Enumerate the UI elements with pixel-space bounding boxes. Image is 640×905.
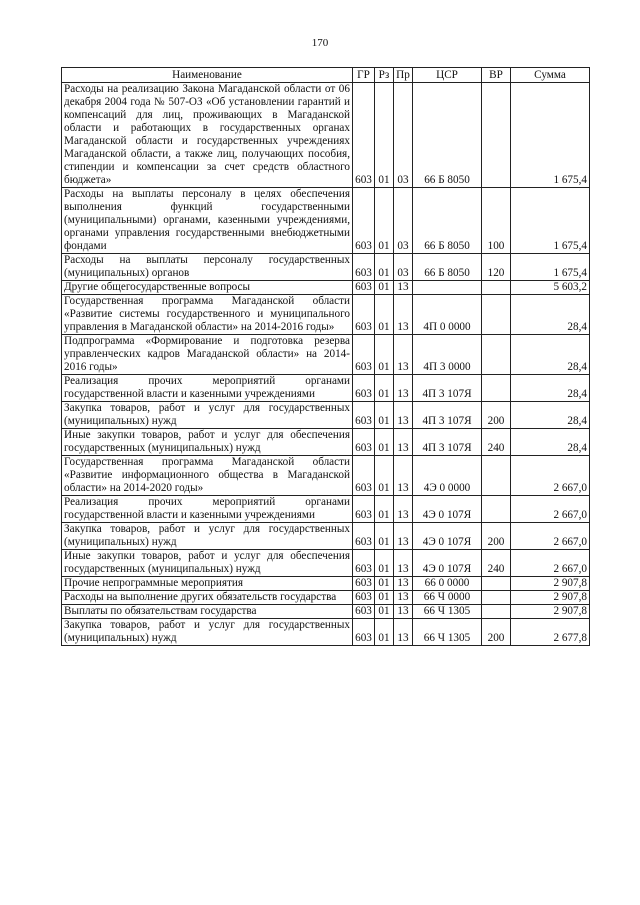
cell-sum: 28,4 <box>511 429 590 456</box>
cell-pr: 13 <box>394 456 413 496</box>
table-row <box>62 281 590 295</box>
cell-pr: 13 <box>394 523 413 550</box>
cell-name: Другие общегосударственные вопросы <box>62 281 353 295</box>
cell-gr: 603 <box>353 295 375 335</box>
cell-gr: 603 <box>353 188 375 254</box>
cell-vr: 200 <box>482 402 511 429</box>
cell-rz: 01 <box>375 550 394 577</box>
cell-csr: 4Э 0 107Я <box>413 523 482 550</box>
table-row <box>62 83 590 188</box>
cell-gr: 603 <box>353 577 375 591</box>
cell-rz: 01 <box>375 335 394 375</box>
table-body <box>62 83 590 646</box>
cell-sum: 2 667,0 <box>511 496 590 523</box>
cell-csr: 66 Ч 1305 <box>413 619 482 646</box>
cell-name: Выплаты по обязательствам государства <box>62 605 353 619</box>
cell-csr: 66 Ч 0000 <box>413 591 482 605</box>
cell-csr: 4П 3 0000 <box>413 335 482 375</box>
cell-vr <box>482 496 511 523</box>
cell-csr: 4П 0 0000 <box>413 295 482 335</box>
cell-sum: 2 907,8 <box>511 577 590 591</box>
cell-csr: 4П 3 107Я <box>413 429 482 456</box>
cell-gr: 603 <box>353 402 375 429</box>
cell-rz: 01 <box>375 496 394 523</box>
cell-rz: 01 <box>375 429 394 456</box>
cell-rz: 01 <box>375 254 394 281</box>
cell-gr: 603 <box>353 591 375 605</box>
cell-vr <box>482 281 511 295</box>
page-number: 170 <box>311 37 329 49</box>
cell-gr: 603 <box>353 375 375 402</box>
cell-csr: 66 0 0000 <box>413 577 482 591</box>
cell-csr <box>413 281 482 295</box>
cell-pr: 03 <box>394 83 413 188</box>
cell-gr: 603 <box>353 523 375 550</box>
header-vr: ВР <box>482 68 511 83</box>
cell-sum: 1 675,4 <box>511 83 590 188</box>
cell-pr: 13 <box>394 375 413 402</box>
cell-csr: 4П 3 107Я <box>413 375 482 402</box>
cell-vr: 200 <box>482 523 511 550</box>
cell-gr: 603 <box>353 254 375 281</box>
cell-vr: 100 <box>482 188 511 254</box>
cell-name: Прочие непрограммные мероприятия <box>62 577 353 591</box>
cell-pr: 13 <box>394 496 413 523</box>
cell-vr <box>482 335 511 375</box>
cell-name: Государственная программа Магаданской области «Развитие системы государственного и муниципального управления в Магаданской области» на 2014-2016 годы» <box>62 295 353 335</box>
cell-pr: 13 <box>394 402 413 429</box>
table-row <box>62 619 590 646</box>
cell-vr: 200 <box>482 619 511 646</box>
cell-pr: 13 <box>394 295 413 335</box>
table-row <box>62 402 590 429</box>
cell-pr: 13 <box>394 591 413 605</box>
cell-pr: 03 <box>394 188 413 254</box>
header-sum: Сумма <box>511 68 590 83</box>
cell-name: Расходы на выполнение других обязательств государства <box>62 591 353 605</box>
cell-rz: 01 <box>375 83 394 188</box>
table-row <box>62 591 590 605</box>
cell-vr <box>482 591 511 605</box>
table-row <box>62 254 590 281</box>
cell-gr: 603 <box>353 619 375 646</box>
cell-name: Подпрограмма «Формирование и подготовка резерва управленческих кадров Магаданской области» на 2014-2016 годы» <box>62 335 353 375</box>
cell-gr: 603 <box>353 605 375 619</box>
cell-csr: 4Э 0 107Я <box>413 496 482 523</box>
cell-pr: 13 <box>394 281 413 295</box>
cell-gr: 603 <box>353 550 375 577</box>
table-row <box>62 295 590 335</box>
cell-gr: 603 <box>353 83 375 188</box>
cell-gr: 603 <box>353 496 375 523</box>
cell-name: Расходы на выплаты персоналу в целях обеспечения выполнения функций государственными (муниципальными) органами, казенными учреждениями, органами управления государственными внебюджетными фондами <box>62 188 353 254</box>
table-row <box>62 496 590 523</box>
cell-rz: 01 <box>375 619 394 646</box>
cell-vr: 120 <box>482 254 511 281</box>
cell-vr <box>482 456 511 496</box>
cell-name: Реализация прочих мероприятий органами государственной власти и казенными учреждениями <box>62 375 353 402</box>
cell-name: Закупка товаров, работ и услуг для государственных (муниципальных) нужд <box>62 523 353 550</box>
cell-name: Закупка товаров, работ и услуг для государственных (муниципальных) нужд <box>62 402 353 429</box>
cell-gr: 603 <box>353 429 375 456</box>
cell-rz: 01 <box>375 523 394 550</box>
header-name: Наименование <box>62 68 353 83</box>
cell-csr: 66 Ч 1305 <box>413 605 482 619</box>
table-row <box>62 429 590 456</box>
cell-csr: 66 Б 8050 <box>413 188 482 254</box>
cell-sum: 1 675,4 <box>511 254 590 281</box>
cell-rz: 01 <box>375 295 394 335</box>
cell-vr <box>482 295 511 335</box>
cell-rz: 01 <box>375 577 394 591</box>
cell-sum: 28,4 <box>511 295 590 335</box>
cell-sum: 2 907,8 <box>511 605 590 619</box>
cell-pr: 13 <box>394 335 413 375</box>
cell-name: Государственная программа Магаданской области «Развитие информационного общества в Магаданской области» на 2014-2020 годы» <box>62 456 353 496</box>
cell-name: Расходы на реализацию Закона Магаданской области от 06 декабря 2004 года № 507-ОЗ «Об установлении гарантий и компенсаций для лиц, проживающих в Магаданской области и работающих в государственных органах Магаданской области и государственных учреждениях Магаданской области, а также лиц, получающих пособия, стипендии и компенсации за счет средств областного бюджета» <box>62 83 353 188</box>
header-pr: Пр <box>394 68 413 83</box>
cell-rz: 01 <box>375 591 394 605</box>
cell-sum: 1 675,4 <box>511 188 590 254</box>
cell-pr: 13 <box>394 550 413 577</box>
cell-sum: 2 907,8 <box>511 591 590 605</box>
cell-rz: 01 <box>375 402 394 429</box>
table-row <box>62 456 590 496</box>
header-rz: Рз <box>375 68 394 83</box>
cell-gr: 603 <box>353 335 375 375</box>
cell-sum: 28,4 <box>511 402 590 429</box>
cell-pr: 13 <box>394 619 413 646</box>
table-row <box>62 335 590 375</box>
budget-table <box>61 67 590 646</box>
table-row <box>62 577 590 591</box>
cell-sum: 28,4 <box>511 335 590 375</box>
table-row <box>62 375 590 402</box>
cell-rz: 01 <box>375 605 394 619</box>
table-row <box>62 605 590 619</box>
cell-vr: 240 <box>482 550 511 577</box>
cell-csr: 4Э 0 0000 <box>413 456 482 496</box>
cell-vr <box>482 605 511 619</box>
cell-pr: 03 <box>394 254 413 281</box>
table-row <box>62 188 590 254</box>
cell-csr: 66 Б 8050 <box>413 254 482 281</box>
cell-rz: 01 <box>375 281 394 295</box>
table-row <box>62 550 590 577</box>
header-gr: ГР <box>353 68 375 83</box>
cell-rz: 01 <box>375 188 394 254</box>
cell-sum: 2 667,0 <box>511 550 590 577</box>
cell-pr: 13 <box>394 577 413 591</box>
cell-sum: 2 667,0 <box>511 456 590 496</box>
cell-gr: 603 <box>353 281 375 295</box>
cell-name: Иные закупки товаров, работ и услуг для обеспечения государственных (муниципальных) нужд <box>62 550 353 577</box>
cell-rz: 01 <box>375 375 394 402</box>
cell-vr <box>482 577 511 591</box>
cell-vr <box>482 375 511 402</box>
cell-pr: 13 <box>394 605 413 619</box>
cell-sum: 2 677,8 <box>511 619 590 646</box>
cell-pr: 13 <box>394 429 413 456</box>
header-csr: ЦСР <box>413 68 482 83</box>
cell-name: Расходы на выплаты персоналу государственных (муниципальных) органов <box>62 254 353 281</box>
cell-vr: 240 <box>482 429 511 456</box>
table-header-row <box>62 68 590 83</box>
cell-sum: 28,4 <box>511 375 590 402</box>
cell-csr: 4Э 0 107Я <box>413 550 482 577</box>
cell-gr: 603 <box>353 456 375 496</box>
cell-csr: 66 Б 8050 <box>413 83 482 188</box>
cell-name: Закупка товаров, работ и услуг для государственных (муниципальных) нужд <box>62 619 353 646</box>
table-row <box>62 523 590 550</box>
cell-name: Иные закупки товаров, работ и услуг для обеспечения государственных (муниципальных) нужд <box>62 429 353 456</box>
cell-rz: 01 <box>375 456 394 496</box>
cell-csr: 4П 3 107Я <box>413 402 482 429</box>
cell-sum: 2 667,0 <box>511 523 590 550</box>
cell-name: Реализация прочих мероприятий органами государственной власти и казенными учреждениями <box>62 496 353 523</box>
cell-vr <box>482 83 511 188</box>
cell-sum: 5 603,2 <box>511 281 590 295</box>
